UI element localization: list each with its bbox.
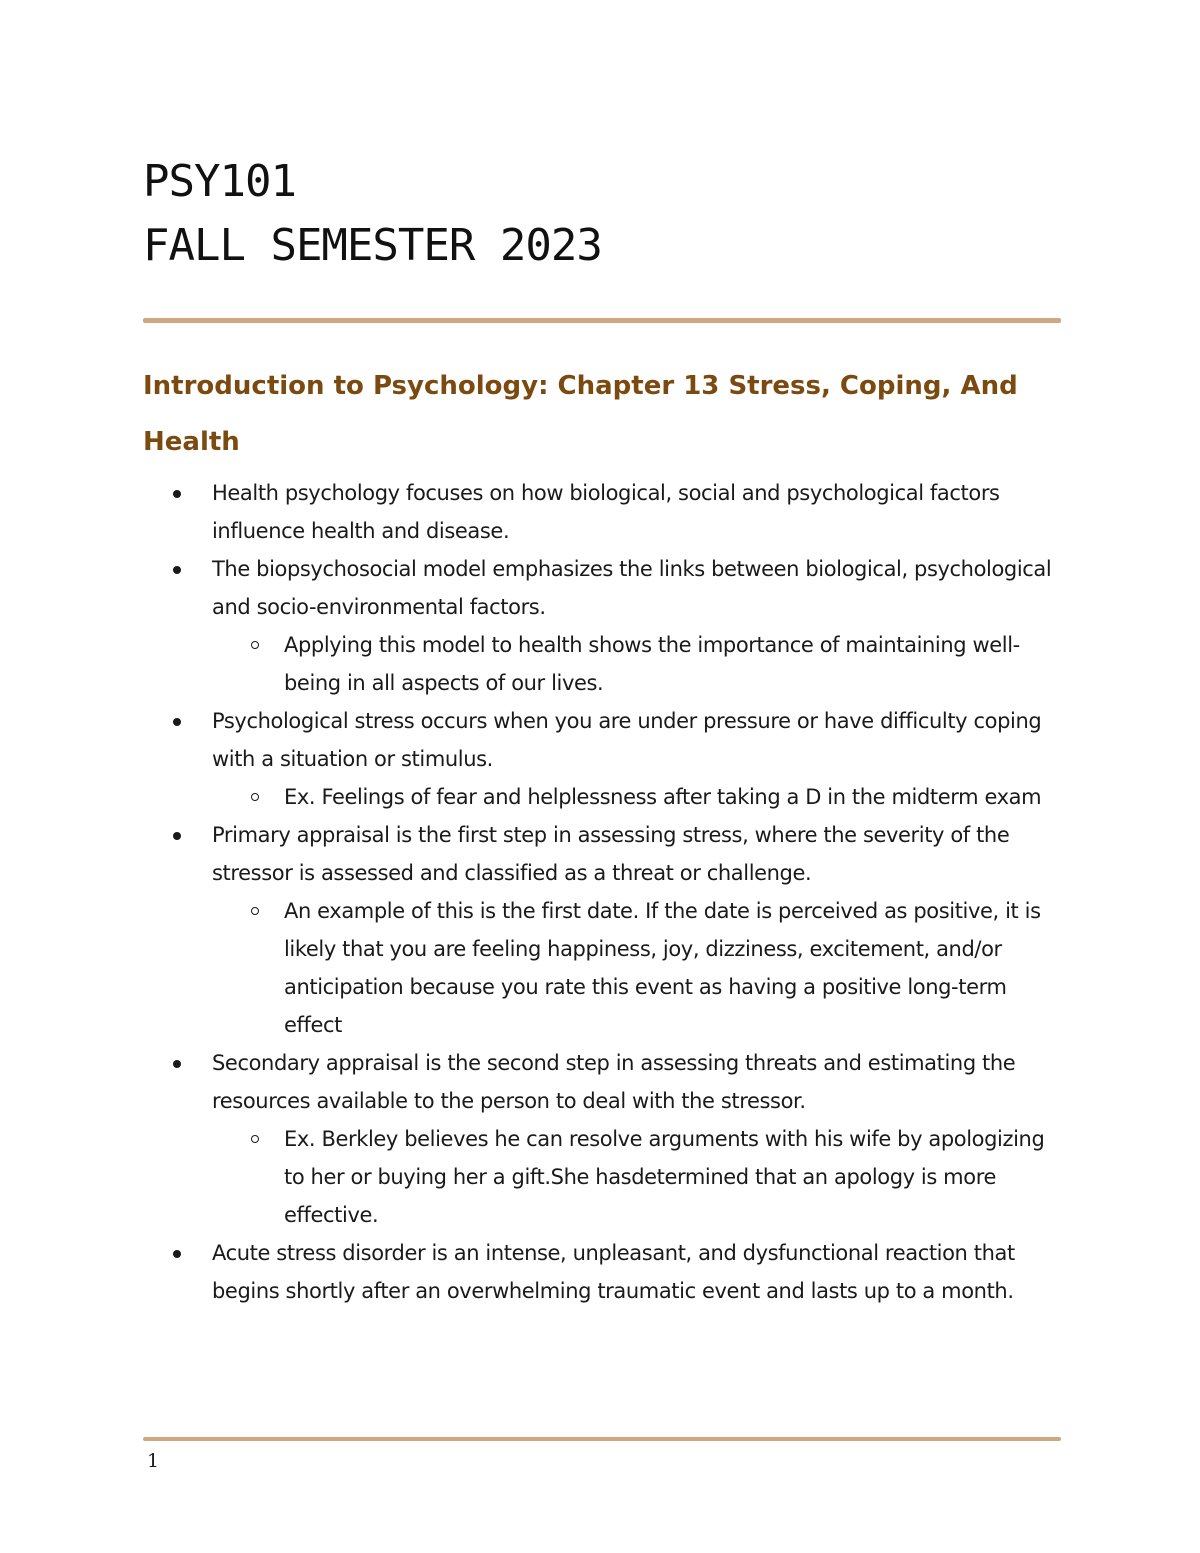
- note-text: Primary appraisal is the first step in assessing stress, where the severity of the stressor is assessed and classified as a threat or challenge.: [212, 823, 1010, 885]
- course-title: [143, 150, 602, 278]
- subnote-list: [212, 626, 1063, 702]
- note-text: The biopsychosocial model emphasizes the links between biological, psychological and socio-environmental factors.: [212, 557, 1052, 619]
- bullet-icon: [173, 718, 181, 726]
- bullet-icon: [173, 1250, 181, 1258]
- top-divider: [143, 318, 1061, 323]
- subnote-text: Ex. Feelings of fear and helplessness after taking a D in the midterm exam: [284, 785, 1042, 809]
- semester-label: FALL SEMESTER 2023: [143, 220, 602, 271]
- subnote-item: [212, 778, 1063, 816]
- hollow-circle-bullet-icon: [251, 1135, 259, 1143]
- course-code: PSY101: [143, 156, 296, 207]
- subnote-text: Ex. Berkley believes he can resolve arguments with his wife by apologizing to her or buying her a gift.She hasdetermined that an apology is more effective.: [284, 1127, 1045, 1227]
- note-text: Acute stress disorder is an intense, unpleasant, and dysfunctional reaction that begins shortly after an overwhelming traumatic event and lasts up to a month.: [212, 1241, 1015, 1303]
- subnote-list: [212, 892, 1063, 1044]
- note-text: Secondary appraisal is the second step in assessing threats and estimating the resources available to the person to deal with the stressor.: [212, 1051, 1016, 1113]
- note-item: [143, 1044, 1063, 1234]
- note-item: [143, 816, 1063, 1044]
- bullet-icon: [173, 1060, 181, 1068]
- subnote-list: [212, 778, 1063, 816]
- note-text: Health psychology focuses on how biological, social and psychological factors influence health and disease.: [212, 481, 1000, 543]
- bullet-icon: [173, 566, 181, 574]
- hollow-circle-bullet-icon: [251, 907, 259, 915]
- hollow-circle-bullet-icon: [251, 793, 259, 801]
- note-text: Psychological stress occurs when you are under pressure or have difficulty coping with a situation or stimulus.: [212, 709, 1042, 771]
- subnote-text: Applying this model to health shows the importance of maintaining well-being in all aspects of our lives.: [284, 633, 1020, 695]
- note-item: [143, 1234, 1063, 1310]
- note-item: [143, 474, 1063, 550]
- bullet-icon: [173, 832, 181, 840]
- note-item: [143, 550, 1063, 702]
- chapter-heading: Introduction to Psychology: Chapter 13 Stress, Coping, And Health: [143, 371, 1018, 457]
- bullet-icon: [173, 490, 181, 498]
- subnote-item: [212, 892, 1063, 1044]
- note-item: [143, 702, 1063, 816]
- subnote-item: [212, 626, 1063, 702]
- notes-list: [143, 474, 1063, 1310]
- hollow-circle-bullet-icon: [251, 641, 259, 649]
- bottom-divider: [143, 1437, 1061, 1441]
- subnote-list: [212, 1120, 1063, 1234]
- subnote-item: [212, 1120, 1063, 1234]
- page-number: 1: [147, 1450, 160, 1472]
- subnote-text: An example of this is the first date. If the date is perceived as positive, it is likely that you are feeling happiness, joy, dizziness, excitement, and/or anticipation because you rate this event as having a positive long-term effect: [284, 899, 1041, 1037]
